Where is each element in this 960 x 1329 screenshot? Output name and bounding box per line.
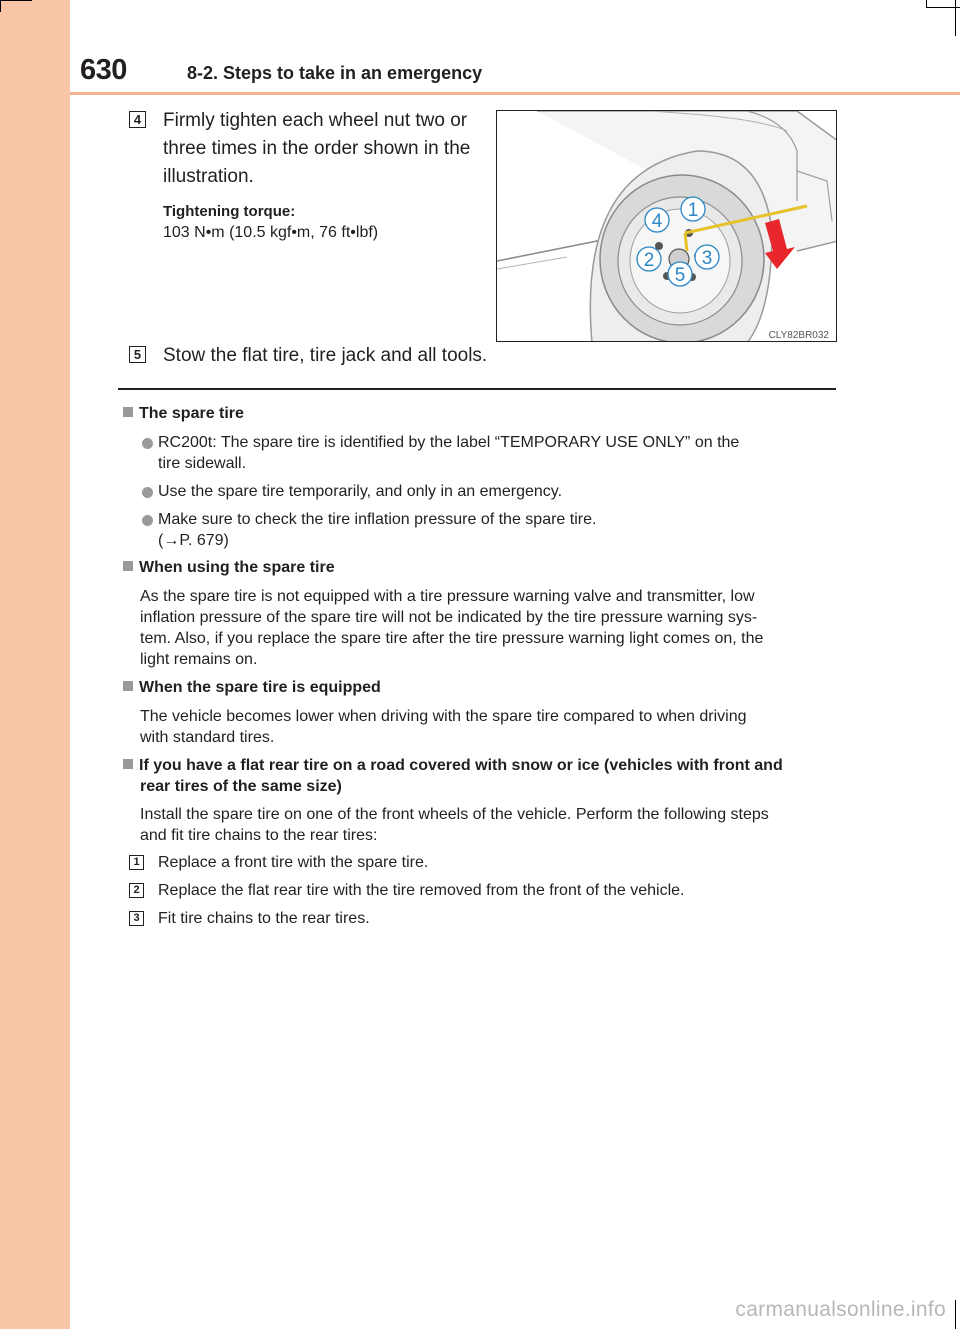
bullet-line: Make sure to check the tire inflation pressure of the spare tire. bbox=[158, 511, 597, 528]
bullet-line: (→P. 679) bbox=[158, 532, 229, 549]
step-number-box: 3 bbox=[129, 911, 144, 926]
sub-step-text: Fit tire chains to the rear tires. bbox=[158, 910, 370, 927]
header-rule bbox=[70, 92, 960, 95]
square-bullet-icon bbox=[123, 759, 133, 769]
sub-step-text: Replace the flat rear tire with the tire removed from the front of the vehicle. bbox=[158, 882, 685, 899]
heading-line: rear tires of the same size) bbox=[140, 778, 342, 795]
paragraph-line: light remains on. bbox=[140, 651, 258, 668]
note-heading-flat-rear bbox=[123, 755, 783, 797]
nut-order-label-2: 2 bbox=[643, 250, 655, 271]
crop-mark bbox=[0, 0, 32, 1]
square-bullet-icon bbox=[123, 561, 133, 571]
paragraph-line: inflation pressure of the spare tire will not be indicated by the tire pressure warning sys- bbox=[140, 609, 758, 626]
step-number-box: 1 bbox=[129, 855, 144, 870]
paragraph-line: Install the spare tire on one of the front wheels of the vehicle. Perform the following steps bbox=[140, 806, 769, 823]
paragraph-line: tem. Also, if you replace the spare tire after the tire pressure warning light comes on, the bbox=[140, 630, 764, 647]
bullet-text bbox=[158, 509, 596, 551]
nut-order-label-5: 5 bbox=[674, 265, 686, 286]
step-4-text bbox=[163, 107, 470, 191]
note-heading-when-using bbox=[123, 557, 335, 578]
paragraph-line: As the spare tire is not equipped with a tire pressure warning valve and transmitter, low bbox=[140, 588, 755, 605]
page-number: 630 bbox=[80, 54, 127, 86]
round-bullet-icon bbox=[142, 487, 153, 498]
section-title: 8-2. Steps to take in an emergency bbox=[187, 63, 483, 83]
step-number-box: 2 bbox=[129, 883, 144, 898]
note-paragraph bbox=[140, 706, 747, 748]
crop-mark bbox=[0, 0, 1, 12]
bullet-text bbox=[158, 432, 739, 474]
heading-line bbox=[123, 755, 783, 776]
note-paragraph bbox=[140, 804, 769, 846]
nut-order-label-3: 3 bbox=[701, 248, 713, 269]
crop-mark bbox=[955, 1300, 956, 1329]
step-4-line: three times in the order shown in the bbox=[163, 138, 471, 159]
note-heading-text: If you have a flat rear tire on a road covered with snow or ice (vehicles with front and bbox=[139, 757, 783, 774]
crop-mark bbox=[955, 0, 956, 36]
paragraph-line: with standard tires. bbox=[140, 729, 275, 746]
note-heading-spare-tire bbox=[123, 403, 244, 424]
note-heading-text: The spare tire bbox=[139, 405, 244, 422]
wheel-illustration-svg bbox=[497, 111, 837, 342]
nut-order-label-4: 4 bbox=[651, 211, 663, 232]
wheel-nut-illustration bbox=[496, 110, 837, 342]
bullet-line: RC200t: The spare tire is identified by the label “TEMPORARY USE ONLY” on the bbox=[158, 434, 740, 451]
note-heading-when-equipped bbox=[123, 677, 381, 698]
step-number-box: 4 bbox=[129, 111, 146, 128]
sub-step-text: Replace a front tire with the spare tire. bbox=[158, 854, 429, 871]
nut-order-label-1: 1 bbox=[687, 200, 699, 221]
side-tab-strip bbox=[0, 0, 70, 1329]
illustration-code: CLY82BR032 bbox=[768, 330, 829, 341]
watermark: carmanualsonline.info bbox=[735, 1298, 946, 1321]
section-divider bbox=[118, 388, 836, 390]
note-heading-text: When using the spare tire bbox=[139, 559, 335, 576]
round-bullet-icon bbox=[142, 438, 153, 449]
step-4-line: Firmly tighten each wheel nut two or bbox=[163, 110, 468, 131]
step-5-text: Stow the flat tire, tire jack and all tools. bbox=[163, 345, 488, 366]
torque-label: Tightening torque: bbox=[163, 203, 296, 220]
bullet-text: Use the spare tire temporarily, and only in an emergency. bbox=[158, 483, 563, 500]
bullet-line: tire sidewall. bbox=[158, 455, 247, 472]
square-bullet-icon bbox=[123, 407, 133, 417]
paragraph-line: The vehicle becomes lower when driving with the spare tire compared to when driving bbox=[140, 708, 747, 725]
paragraph-line: and fit tire chains to the rear tires: bbox=[140, 827, 378, 844]
torque-value: 103 N•m (10.5 kgf•m, 76 ft•lbf) bbox=[163, 224, 379, 241]
square-bullet-icon bbox=[123, 681, 133, 691]
note-heading-text: When the spare tire is equipped bbox=[139, 679, 381, 696]
step-4-line: illustration. bbox=[163, 166, 254, 187]
step-number-box: 5 bbox=[129, 346, 146, 363]
note-paragraph bbox=[140, 586, 763, 670]
round-bullet-icon bbox=[142, 515, 153, 526]
